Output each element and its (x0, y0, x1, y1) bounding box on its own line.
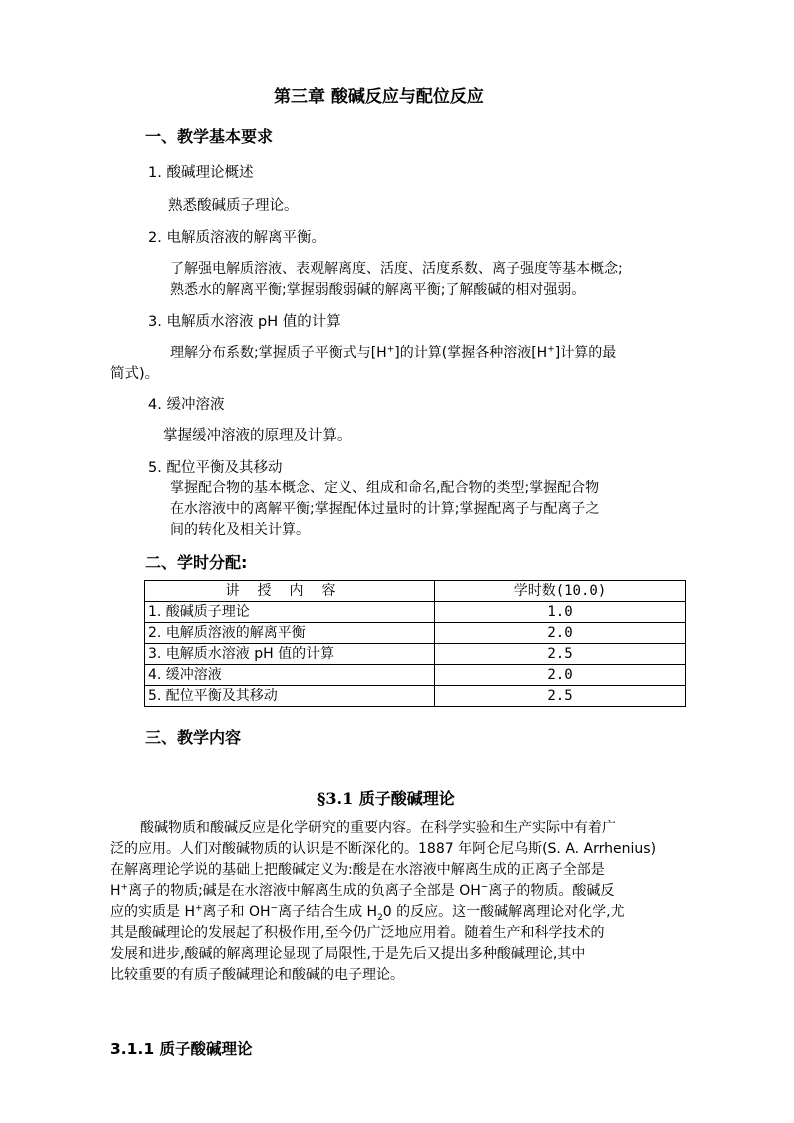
item-5-desc-line3: 间的转化及相关计算。 (170, 522, 310, 538)
table-header-hours: 学时数(10.0) (435, 581, 686, 602)
para-line-8: 比较重要的有质子酸碱理论和酸碱的电子理论。 (110, 967, 404, 983)
table-cell-hours: 2.5 (435, 686, 686, 707)
para-line-4: H+离子的物质;碱是在水溶液中解离生成的负离子全部是 OH−离子的物质。酸碱反 (110, 882, 615, 899)
item-3-desc-line2: 简式)。 (110, 366, 160, 382)
table-header-row (145, 581, 686, 602)
table-cell-topic: 2. 电解质溶液的解离平衡 (145, 623, 435, 644)
page-title: 第三章 酸碱反应与配位反应 (274, 87, 484, 107)
table-header-content: 讲授内容 (145, 581, 435, 602)
item-2-desc-line2: 熟悉水的解离平衡;掌握弱酸弱碱的解离平衡;了解酸碱的相对强弱。 (170, 282, 586, 298)
item-2-label: 2. 电解质溶液的解离平衡。 (148, 230, 326, 246)
section-1-heading: 一、教学基本要求 (145, 127, 274, 146)
item-5-desc-line2: 在水溶液中的离解平衡;掌握配体过量时的计算;掌握配离子与配离子之 (170, 501, 600, 517)
item-1-label: 1. 酸碱理论概述 (148, 165, 254, 181)
section-3-heading: 三、教学内容 (145, 728, 242, 747)
para-line-6: 其是酸碱理论的发展起了积极作用,至今仍广泛地应用着。随着生产和科学技术的 (110, 925, 605, 941)
item-2-desc-line1: 了解强电解质溶液、表观解离度、活度、活度系数、离子强度等基本概念; (170, 261, 623, 277)
table-cell-hours: 2.5 (435, 644, 686, 665)
item-5-desc-line1: 掌握配合物的基本概念、定义、组成和命名,配合物的类型;掌握配合物 (170, 480, 600, 496)
table-cell-topic: 4. 缓冲溶液 (145, 665, 435, 686)
item-1-desc: 熟悉酸碱质子理论。 (168, 198, 299, 214)
section-2-heading: 二、学时分配: (145, 553, 248, 572)
table-cell-topic: 3. 电解质水溶液 pH 值的计算 (145, 644, 435, 665)
table-row (145, 686, 686, 707)
item-3-desc-line1: 理解分布系数;掌握质子平衡式与[H+]的计算(掌握各种溶液[H+]计算的最 (170, 344, 617, 361)
hours-table (144, 580, 686, 707)
table-row (145, 602, 686, 623)
subsection-3-1-1-heading: 3.1.1 质子酸碱理论 (110, 1040, 253, 1058)
para-line-3: 在解离理论学说的基础上把酸碱定义为:酸是在水溶液中解离生成的正离子全部是 (110, 862, 605, 878)
table-cell-topic: 1. 酸碱质子理论 (145, 602, 435, 623)
table-row (145, 644, 686, 665)
para-line-5: 应的实质是 H+离子和 OH−离子结合生成 $H_20$ 的反应。这一酸碱解离理论对化学,尤 (110, 903, 625, 923)
para-line-2: 泛的应用。人们对酸碱物质的认识是不断深化的。1887 年阿仑尼乌斯(S. A. Arrhenius) (110, 841, 657, 857)
table-cell-hours: 1.0 (435, 602, 686, 623)
table-cell-hours: 2.0 (435, 623, 686, 644)
item-3-label: 3. 电解质水溶液 pH 值的计算 (148, 314, 341, 330)
table-row (145, 665, 686, 686)
table-cell-topic: 5. 配位平衡及其移动 (145, 686, 435, 707)
item-4-desc: 掌握缓冲溶液的原理及计算。 (163, 428, 352, 444)
item-4-label: 4. 缓冲溶液 (148, 397, 225, 413)
table-cell-hours: 2.0 (435, 665, 686, 686)
table-row (145, 623, 686, 644)
para-line-7: 发展和进步,酸碱的解离理论显现了局限性,于是先后又提出多种酸碱理论,其中 (110, 946, 586, 962)
para-line-1: 酸碱物质和酸碱反应是化学研究的重要内容。在科学实验和生产实际中有着广 (140, 820, 616, 836)
section-3-1-title: §3.1 质子酸碱理论 (317, 789, 455, 808)
item-5-label: 5. 配位平衡及其移动 (148, 460, 283, 476)
